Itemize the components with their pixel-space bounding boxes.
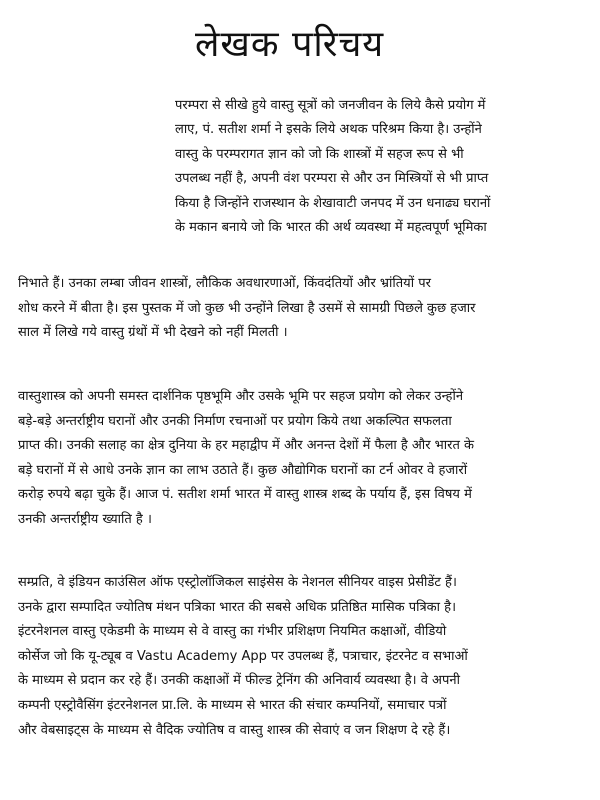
text-line: बड़े घरानों में से आधे उनके ज्ञान का लाभ उठाते हैं। कुछ औद्योगिक घरानों का टर्न ओवर वे हजारों (18, 462, 468, 478)
text-line: और वेबसाइट्स के माध्यम से वैदिक ज्योतिष व वास्तु शास्त्र की सेवाएं व जन शिक्षण दे रहे हैं। (18, 722, 451, 738)
text-line: कोर्सेज जो कि यू-ट्यूब व Vastu Academy App पर उपलब्ध हैं, पत्राचार, इंटरनेट व सभाओं (18, 648, 468, 664)
paragraph-1 (18, 272, 590, 346)
text-line: वास्तुशास्त्र को अपनी समस्त दार्शनिक पृष्ठभूमि और उसके भूमि पर सहज प्रयोग को लेकर उन्होंने (18, 389, 464, 404)
text-line: इंटरनेशनल वास्तु एकेडमी के माध्यम से वे वास्तु का गंभीर प्रशिक्षण नियमित कक्षाओं, वीडियो (18, 624, 447, 640)
text-line: सम्प्रति, वे इंडियन काउंसिल ऑफ एस्ट्रोलॉजिकल साइंसेस के नेशनल सीनियर वाइस प्रेसीडेंट हैं। (18, 575, 457, 590)
text-line: शोध करने में बीता है। इस पुस्तक में जो कुछ भी उन्होंने लिखा है उसमें से सामग्री पिछले कुछ हजार (18, 300, 476, 316)
text-line: उनकी अन्तर्राष्ट्रीय ख्याति है । (18, 511, 152, 527)
paragraph-3 (18, 571, 590, 743)
text-line: के मकान बनाये जो कि भारत की अर्थ व्यवस्था में महत्वपूर्ण भूमिका (175, 219, 487, 235)
page-title: लेखक परिचय (195, 24, 385, 65)
paragraph-2 (18, 385, 590, 533)
text-line: किया है जिन्होंने राजस्थान के शेखावाटी जनपद में उन धनाढ्य घरानों (175, 195, 491, 211)
text-line: प्राप्त की। उनकी सलाह का क्षेत्र दुनिया के हर महाद्वीप में और अनन्त देशों में फैला है और भारत के (18, 438, 475, 454)
text-line: परम्परा से सीखे हुये वास्तु सूत्रों को जनजीवन के लिये कैसे प्रयोग में (175, 98, 486, 113)
text-line: वास्तु के परम्परागत ज्ञान को जो कि शास्त्रों में सहज रूप से भी (175, 146, 464, 162)
text-line: उपलब्ध नहीं है, अपनी वंश परम्परा से और उन मिस्त्रियों से भी प्राप्त (175, 171, 489, 187)
text-line: लाए, पं. सतीश शर्मा ने इसके लिये अथक परिश्रम किया है। उन्होंने (175, 122, 482, 138)
text-line: करोड़ रुपये बढ़ा चुके हैं। आज पं. सतीश शर्मा भारत में वास्तु शास्त्र शब्द के पर्याय हैं, इस विषय में (18, 487, 472, 503)
text-line: निभाते हैं। उनका लम्बा जीवन शास्त्रों, लौकिक अवधारणाओं, किंवदंतियों और भ्रांतियों पर (18, 276, 431, 291)
text-line: साल में लिखे गये वास्तु ग्रंथों में भी देखने को नहीं मिलती । (18, 325, 288, 341)
text-line: बड़े-बड़े अन्तर्राष्ट्रीय घरानों और उनकी निर्माण रचनाओं पर प्रयोग किये तथा अकल्पित सफलता (18, 413, 452, 429)
text-line: उनके द्वारा सम्पादित ज्योतिष मंथन पत्रिका भारत की सबसे अधिक प्रतिष्ठित मासिक पत्रिका है। (18, 599, 457, 615)
text-line: के माध्यम से प्रदान कर रहे हैं। उनकी कक्षाओं में फील्ड ट्रेनिंग की अनिवार्य व्यवस्था है। वे अपनी (18, 673, 460, 689)
intro-paragraph (175, 94, 585, 240)
text-line: कम्पनी एस्ट्रोवैसिंग इंटरनेशनल प्रा.लि. के माध्यम से भारत की संचार कम्पनियों, समाचार पत्रों (18, 697, 447, 713)
